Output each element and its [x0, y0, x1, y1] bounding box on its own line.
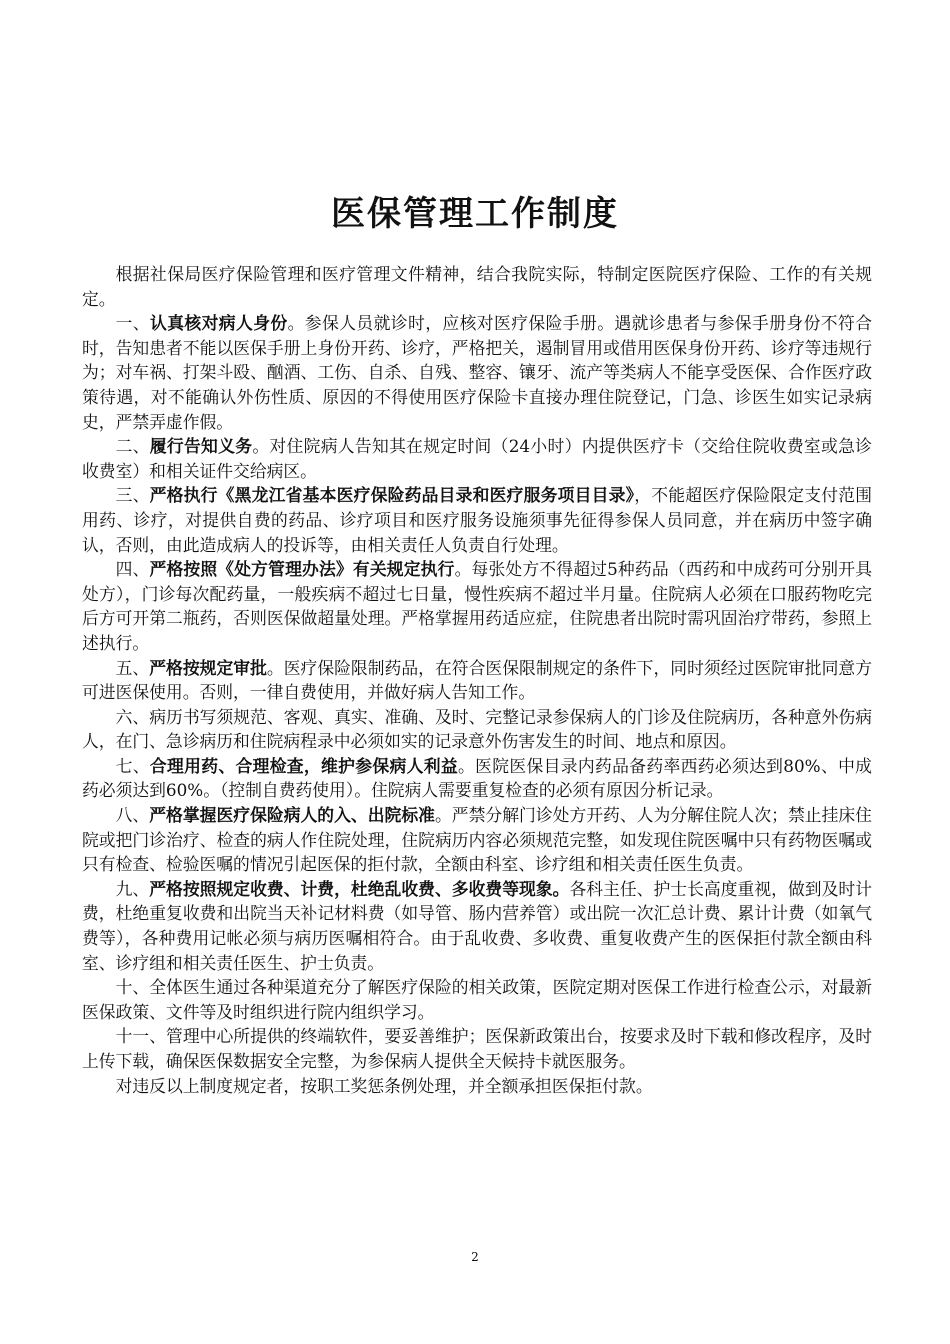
paragraph-11 [82, 1024, 872, 1073]
paragraph-text: 。严禁分解门诊处方开药、人为分解住院人次；禁止挂床住院或把门诊治疗、检查的病人作住院处理，住院病历内容必须规范完整，如发现住院医嘱中只有药物医嘱或只有检查、检验医嘱的情况引起医保的拒付款，全额由科室、诊疗组和相关责任医生负责。 [82, 805, 872, 875]
paragraph-text: 各科主任、护士长高度重视，做到及时计费，杜绝重复收费和出院当天补记材料费（如导管、肠内营养管）或出院一次汇总计费、累计计费（如氧气费等），各种费用记帐必须与病历医嘱相符合。由于乱收费、多收费、重复收费产生的医保拒付款全额由科室、诊疗组和相关责任医生、护士负责。 [82, 878, 872, 973]
paragraph-text: 。对住院病人告知其在规定时间（24小时）内提供医疗卡（交给住院收费室或急诊收费室）和相关证件交给病区。 [82, 436, 872, 481]
paragraph-prefix: 四、 [115, 559, 150, 580]
paragraph-heading: 严格按规定审批 [149, 657, 267, 678]
paragraph-1 [82, 311, 872, 434]
paragraph-text: 十、全体医生通过各种渠道充分了解医疗保险的相关政策，医院定期对医保工作进行检查公示，对最新医保政策、文件等及时组织进行院内组织学习。 [82, 977, 872, 1022]
paragraph-8 [82, 803, 872, 877]
paragraph-prefix: 五、 [115, 657, 150, 678]
paragraph-text: 。参保人员就诊时，应核对医疗保险手册。遇就诊患者与参保手册身份不符合时，告知患者不能以医保手册上身份开药、诊疗，严格把关，遏制冒用或借用医保身份开药、诊疗等违规行为；对车祸、打架斗殴、酗酒、工伤、自杀、自残、整容、镶牙、流产等类病人不能享受医保、合作医疗政策待遇，对不能确认外伤性质、原因的不得使用医疗保险卡直接办理住院登记，门急、诊医生如实记录病史，严禁弄虚作假。 [82, 313, 872, 432]
paragraph-heading: 认真核对病人身份 [150, 313, 288, 334]
paragraph-heading: 合理用药、合理检查，维护参保病人利益 [149, 755, 459, 776]
paragraph-text: 根据社保局医疗保险管理和医疗管理文件精神，结合我院实际，特制定医院医疗保险、工作的有关规定。 [82, 264, 872, 309]
paragraph-text: 。每张处方不得超过5种药品（西药和中成药可分别开具处方），门诊每次配药量，一般疾病不超过七日量，慢性疾病不超过半月量。住院病人必须在口服药物吃完后方可开第二瓶药，否则医保做超量处理。严格掌握用药适应症，住院患者出院时需巩固治疗带药，参照上述执行。 [82, 559, 872, 653]
paragraph-heading: 严格按照规定收费、计费，杜绝乱收费、多收费等现象。 [149, 878, 570, 899]
paragraph-text: ，不能超医疗保险限定支付范围用药、诊疗，对提供自费的药品、诊疗项目和医疗服务设施须事先征得参保人员同意，并在病历中签字确认，否则，由此造成病人的投诉等，由相关责任人负责自行处理。 [82, 485, 872, 555]
page-number: 2 [471, 1250, 479, 1264]
paragraph-prefix: 三、 [115, 485, 150, 506]
paragraph-4 [82, 557, 872, 655]
page-title: 医保管理工作制度 [331, 194, 619, 234]
paragraph-heading: 履行告知义务 [149, 436, 253, 457]
paragraph-text: 。医院医保目录内药品备药率西药必须达到80%、中成药必须达到60%。（控制自费药使用）。住院病人需要重复检查的必须有原因分析记录。 [82, 755, 872, 801]
paragraph-prefix: 七、 [115, 755, 150, 776]
paragraph-5 [82, 656, 872, 705]
paragraph-prefix: 八、 [115, 805, 150, 826]
paragraph-prefix: 一、 [115, 313, 150, 334]
paragraph-text: 十一、管理中心所提供的终端软件，要妥善维护；医保新政策出台，按要求及时下载和修改程序，及时上传下载，确保医保数据安全完整，为参保病人提供全天候持卡就医服务。 [82, 1026, 872, 1071]
paragraph-3 [82, 483, 872, 557]
paragraph-heading: 严格执行《黑龙江省基本医疗保险药品目录和医疗服务项目目录》 [149, 485, 635, 506]
paragraph-6 [82, 705, 872, 754]
paragraph-9 [82, 877, 872, 975]
paragraph-prefix: 二、 [115, 436, 150, 457]
paragraph-text: 对违反以上制度规定者，按职工奖惩条例处理，并全额承担医保拒付款。 [115, 1075, 653, 1096]
document-body [82, 262, 872, 1098]
paragraph-heading: 严格按照《处方管理办法》有关规定执行 [149, 559, 455, 580]
paragraph-10 [82, 975, 872, 1024]
paragraph-prefix: 九、 [115, 878, 150, 899]
paragraph-intro [82, 262, 872, 311]
paragraph-heading: 严格掌握医疗保险病人的入、出院标准 [149, 805, 435, 826]
paragraph-closing [82, 1074, 872, 1099]
paragraph-2 [82, 434, 872, 483]
paragraph-text: 。医疗保险限制药品，在符合医保限制规定的条件下，同时须经过医院审批同意方可进医保使用。否则，一律自费使用，并做好病人告知工作。 [82, 657, 872, 703]
paragraph-text: 六、病历书写须规范、客观、真实、准确、及时、完整记录参保病人的门诊及住院病历，各种意外伤病人，在门、急诊病历和住院病程录中必须如实的记录意外伤害发生的时间、地点和原因。 [82, 706, 872, 752]
paragraph-7 [82, 754, 872, 803]
